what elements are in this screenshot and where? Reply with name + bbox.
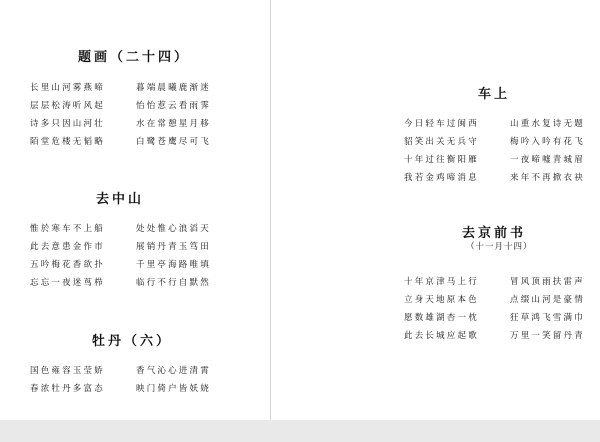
bottom-margin bbox=[0, 420, 600, 442]
poem-2-line-1-a: 惟於寒车不上船 bbox=[30, 224, 105, 234]
poem-5-line-2-b: 点缀山河是豪情 bbox=[510, 295, 585, 305]
poem-2-line-4-b: 临行不行自默然 bbox=[136, 278, 211, 288]
poem-1-line-2-b: 怡怡惹云看雨霁 bbox=[136, 101, 211, 111]
poem-1-line-4-a: 陌堂危楼无韬略 bbox=[30, 137, 105, 147]
poem-1-line-1-a: 长里山河雾燕啼 bbox=[30, 83, 105, 93]
poem-4-line-2-a: 貂笑出关无兵守 bbox=[404, 137, 479, 147]
poem-3-line-1-b: 香气沁心进清霄 bbox=[136, 366, 211, 376]
poem-4-line-1-b: 山重水复诗无题 bbox=[510, 119, 585, 129]
poem-2-line-3-a: 五吟梅花香欲扑 bbox=[30, 260, 105, 270]
poem-title-2: 去中山 bbox=[96, 192, 145, 207]
poem-4-line-3-a: 十年过往衡阳雁 bbox=[404, 155, 479, 165]
poem-4-line-2-b: 梅吟入吟有花飞 bbox=[510, 137, 585, 147]
poem-2-line-2-a: 此去意患金作市 bbox=[30, 242, 105, 252]
poem-4-line-1-a: 今日轻车过闽西 bbox=[404, 119, 479, 129]
poem-4-line-4-b: 来年不再掀衣袂 bbox=[510, 173, 585, 183]
poem-2-line-3-b: 千里亭海路唯填 bbox=[136, 260, 211, 270]
poem-3-line-2-b: 映门倚户皆妖娆 bbox=[136, 384, 211, 394]
poem-5-line-4-a: 此去长城应起歌 bbox=[404, 331, 479, 341]
poem-subtitle-5: （十一月十四） bbox=[466, 242, 533, 252]
poem-1-line-3-b: 水在常憩星月移 bbox=[136, 119, 211, 129]
poem-5-line-2-a: 立身天地原本色 bbox=[404, 295, 479, 305]
poem-5-line-3-a: 愿数雄湖杏一枕 bbox=[404, 313, 479, 323]
poem-3-line-1-a: 国色雍容玉莹娇 bbox=[30, 366, 105, 376]
poem-1-line-2-a: 层层松涛听风起 bbox=[30, 101, 105, 111]
poem-5-line-3-b: 狂草鸿飞雪满巾 bbox=[510, 313, 585, 323]
page-gutter bbox=[270, 0, 352, 420]
poem-2-line-2-b: 展销丹青玉笃田 bbox=[136, 242, 211, 252]
poem-2-line-4-a: 忘忘一夜迷茑栉 bbox=[30, 278, 105, 288]
right-page bbox=[350, 0, 600, 420]
poem-1-line-1-b: 暮端晨曦鹿渐迷 bbox=[136, 83, 211, 93]
poem-title-1: 题画（二十四） bbox=[78, 50, 191, 65]
poem-3-line-2-a: 春浓牡丹多富态 bbox=[30, 384, 105, 394]
poem-title-3: 牡丹（六） bbox=[92, 334, 173, 349]
poem-title-5: 去京前书 bbox=[462, 226, 527, 241]
poem-5-line-4-b: 万里一笑留丹青 bbox=[510, 331, 585, 341]
poem-2-line-1-b: 处处惟心浪滔天 bbox=[136, 224, 211, 234]
poem-5-line-1-a: 十年京津马上行 bbox=[404, 277, 479, 287]
poem-4-line-3-b: 一夜啼嘘青城眉 bbox=[510, 155, 585, 165]
poem-title-4: 车上 bbox=[478, 87, 511, 102]
poem-5-line-1-b: 冒风顶雨扶雷声 bbox=[510, 277, 585, 287]
poem-4-line-4-a: 我若金鸡啼消息 bbox=[404, 173, 479, 183]
poem-1-line-4-b: 白鹭苍鹰尽可飞 bbox=[136, 137, 211, 147]
poem-1-line-3-a: 诗多只因山河壮 bbox=[30, 119, 105, 129]
